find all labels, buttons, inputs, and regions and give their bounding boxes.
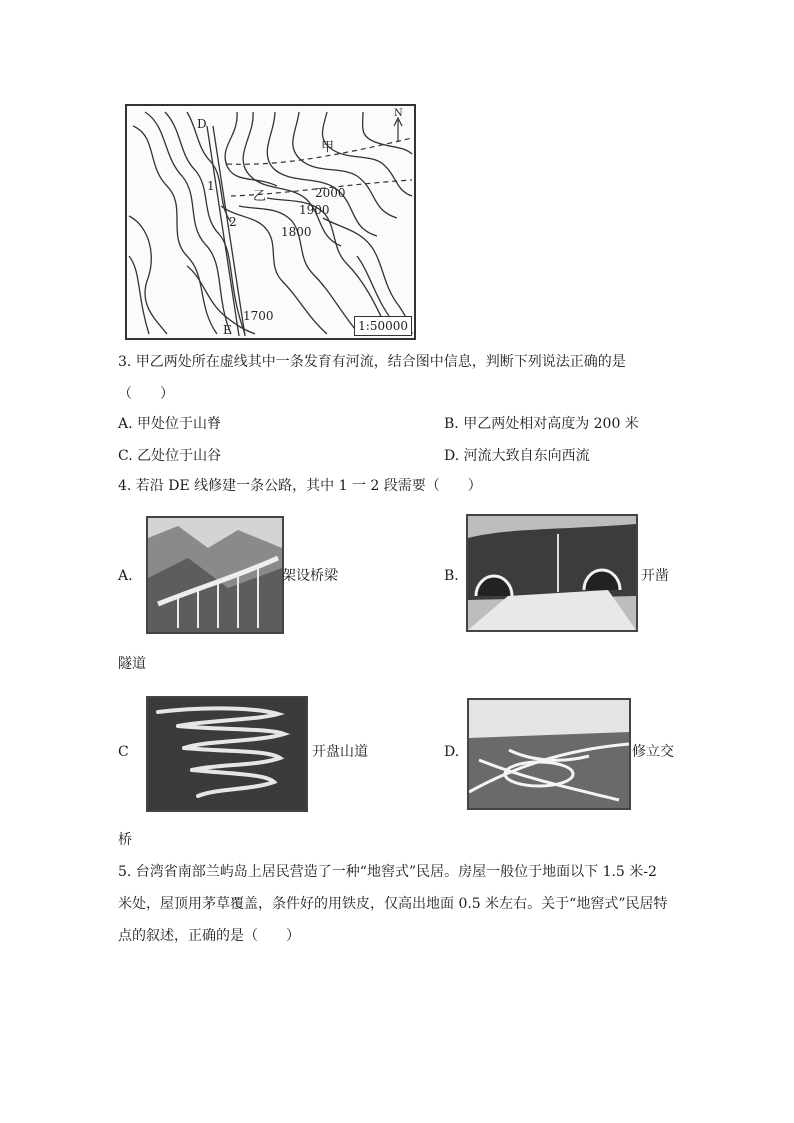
- point-1-label: 1: [207, 179, 215, 193]
- q3-option-a[interactable]: A. 甲处位于山脊: [118, 416, 222, 432]
- q4-option-c-text[interactable]: 开盘山道: [312, 744, 368, 760]
- tunnel-photo: [466, 514, 638, 632]
- q4-option-b-letter[interactable]: B.: [444, 568, 459, 584]
- q4-option-c-letter[interactable]: C: [118, 744, 129, 760]
- q4-option-d-text[interactable]: 修立交: [632, 744, 674, 760]
- q5-line-2: 米处，屋顶用茅草覆盖，条件好的用铁皮，仅高出地面 0.5 米左右。关于“地窖式”民居特: [118, 896, 668, 912]
- contour-label-2000: 2000: [315, 186, 346, 200]
- q4-option-b-wrap: 隧道: [118, 656, 146, 672]
- contour-map: [125, 104, 416, 340]
- q4-option-b-text[interactable]: 开凿: [641, 568, 669, 584]
- contour-label-1900: 1900: [299, 203, 330, 217]
- point-d-label: D: [197, 117, 207, 131]
- q5-line-3: 点的叙述，正确的是（ ）: [118, 928, 300, 944]
- north-arrow-icon: [394, 118, 402, 142]
- q3-stem: 3. 甲乙两处所在虚线其中一条发育有河流，结合图中信息，判断下列说法正确的是: [118, 354, 626, 370]
- q5-line-1: 5. 台湾省南部兰屿岛上居民营造了一种“地窖式”民居。房屋一般位于地面以下 1.5 米-2: [118, 864, 657, 880]
- label-jia: 甲: [321, 140, 335, 155]
- switchback-road-photo: [146, 696, 308, 812]
- north-label: N: [394, 108, 403, 119]
- contour-line: [145, 112, 231, 334]
- contour-label-1700: 1700: [243, 309, 274, 323]
- contour-map-drawing: [127, 106, 414, 338]
- bridge-photo: [146, 516, 284, 634]
- q4-option-d-letter[interactable]: D.: [444, 744, 460, 760]
- contour-line: [133, 126, 217, 334]
- q3-option-d[interactable]: D. 河流大致自东向西流: [444, 448, 590, 464]
- q3-option-b[interactable]: B. 甲乙两处相对高度为 200 米: [444, 416, 639, 432]
- q3-answer-blank: （ ）: [118, 386, 174, 402]
- contour-line: [225, 112, 277, 186]
- q4-option-a-letter[interactable]: A.: [118, 568, 133, 584]
- q4-option-d-wrap: 桥: [118, 832, 132, 848]
- contour-line: [129, 216, 167, 334]
- scale-label: 1:50000: [354, 316, 412, 336]
- q4-stem: 4. 若沿 DE 线修建一条公路，其中 1 一 2 段需要（ ）: [118, 478, 482, 494]
- q4-option-a-text[interactable]: 架设桥梁: [282, 568, 338, 584]
- contour-line: [129, 256, 149, 334]
- q3-option-c[interactable]: C. 乙处位于山谷: [118, 448, 222, 464]
- point-2-label: 2: [229, 215, 237, 229]
- point-e-label: E: [223, 323, 232, 337]
- label-yi: 乙: [253, 189, 267, 204]
- interchange-photo: [467, 698, 631, 810]
- contour-line: [187, 266, 255, 334]
- contour-label-1800: 1800: [281, 225, 312, 239]
- road-de-right: [213, 126, 245, 336]
- dashed-line-jia: [227, 138, 412, 164]
- contour-line: [267, 198, 389, 334]
- contour-line: [187, 112, 231, 222]
